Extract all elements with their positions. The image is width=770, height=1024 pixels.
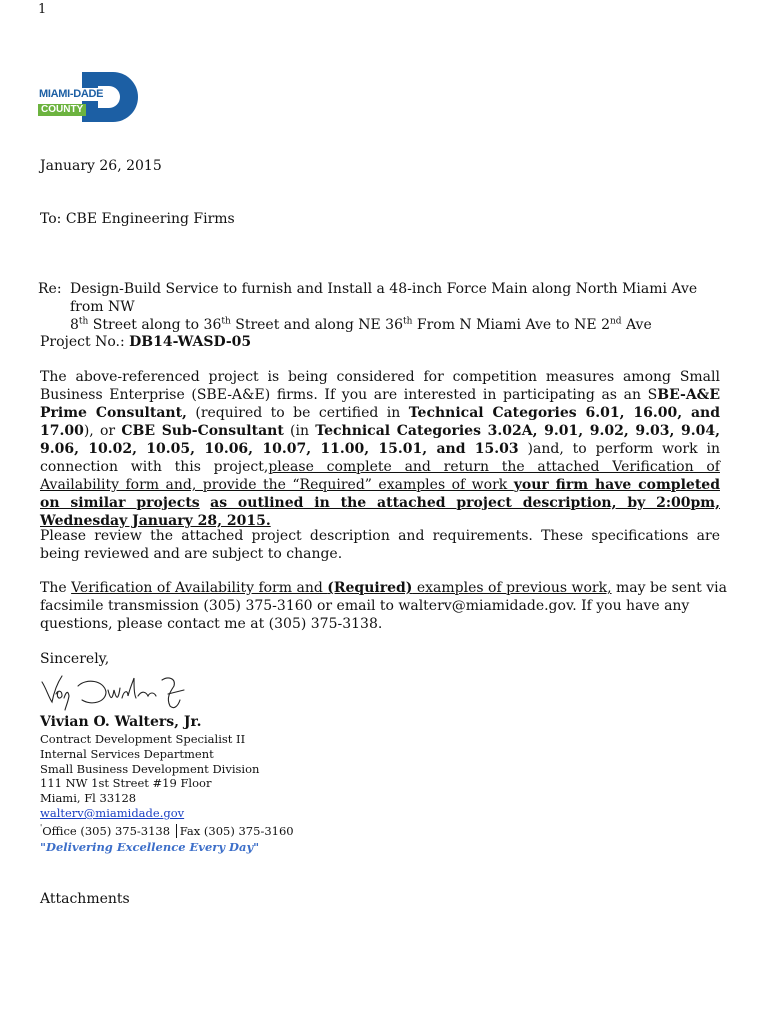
recipient-line: To: CBE Engineering Firms <box>40 211 235 227</box>
bullet-mark: ' <box>40 822 43 832</box>
tagline: "Delivering Excellence Every Day" <box>40 840 260 854</box>
paragraph-review: Please review the attached project description and requirements. These specifications are being reviewed and are subject to change. <box>40 528 720 562</box>
signer-email-link[interactable]: walterv@miamidade.gov <box>40 805 185 820</box>
paragraph-main: The above-referenced project is being considered for competition measures among Small Business Enterprise (SBE-A&E) firms. If you are interested in participating as an SBE-A&E Prime Consultant, (required to be certified in Technical Categories 6.01, 16.00, and 17.00), or CBE Sub-Consultant (in Technical Categories 3.02A, 9.01, 9.02, 9.03, 9.04, 9.06, 10.02, 10.05, 10.06, 10.07, 11.00, 15.01, and 15.03 )and, to perform work in connection with this project,please complete and return the attached Verification of Availability form and, provide the “Required” examples of work your firm have completed on similar projects as outlined in the attached project description, by 2:00pm, Wednesday January 28, 2015. <box>40 369 721 529</box>
paragraph-contact <box>40 579 730 633</box>
re-subject <box>70 280 730 334</box>
logo-top-text: MIAMI-DADE <box>38 88 106 101</box>
project-label: Project No.: <box>40 334 130 350</box>
signer-address-1: 111 NW 1st Street #19 Floor <box>40 776 212 791</box>
signer-division: Small Business Development Division <box>40 761 260 776</box>
signer-title: Contract Development Specialist II <box>40 732 246 746</box>
handwritten-signature <box>38 668 188 714</box>
phone-fax-line <box>40 821 294 839</box>
signer-address-2: Miami, Fl 33128 <box>40 791 137 806</box>
re-line-2: 8th Street along to 36th Street and along NE 36th From N Miami Ave to NE 2nd Ave <box>70 316 652 333</box>
office-phone: Office (305) 375-3138 <box>42 823 171 838</box>
re-line-1: Design-Build Service to furnish and Install a 48-inch Force Main along North Miami Ave from NW <box>70 281 698 315</box>
contact-line-1: The Verification of Availability form and (Required) examples of previous work, may be sent via <box>40 580 727 596</box>
signer-name: Vivian O. Walters, Jr. <box>40 714 202 730</box>
re-label: Re: <box>38 281 62 297</box>
letter-date: January 26, 2015 <box>40 158 162 174</box>
page-number: 1 <box>38 2 47 17</box>
contact-line-3: questions, please contact me at (305) 375-3138. <box>40 616 383 632</box>
closing: Sincerely, <box>40 651 110 667</box>
contact-line-2: facsimile transmission (305) 375-3160 or email to walterv@miamidade.gov. If you have any <box>40 598 690 614</box>
attachments-label: Attachments <box>40 891 130 907</box>
miami-dade-county-logo <box>38 72 138 122</box>
fax-number: Fax (305) 375-3160 <box>176 824 294 838</box>
project-number-line <box>40 333 251 351</box>
signer-department: Internal Services Department <box>40 746 214 761</box>
logo-bottom-text: COUNTY <box>38 104 86 116</box>
signature-block <box>40 732 294 838</box>
project-number: DB14-WASD-05 <box>129 334 252 350</box>
